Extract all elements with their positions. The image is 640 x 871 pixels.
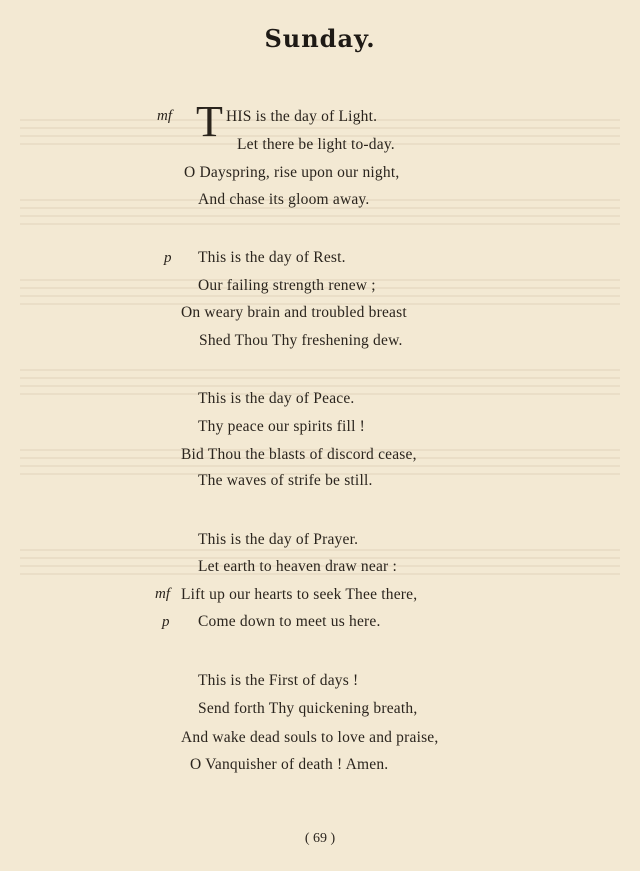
verse3-line2: Thy peace our spirits fill ! bbox=[198, 418, 366, 435]
dynamic-mf: mf bbox=[157, 108, 172, 124]
verse2-line3: On weary brain and troubled breast bbox=[181, 304, 407, 321]
drop-cap: T bbox=[196, 97, 223, 146]
verse2-line2: Our failing strength renew ; bbox=[198, 277, 376, 294]
page-title: Sunday. bbox=[264, 24, 376, 53]
dynamic-p-verse4: p bbox=[162, 614, 170, 630]
verse4-line2: Let earth to heaven draw near : bbox=[198, 558, 397, 575]
verse5-line4: O Vanquisher of death ! Amen. bbox=[190, 756, 389, 773]
verse3-line4: The waves of strife be still. bbox=[198, 472, 373, 489]
verse4-line1: This is the day of Prayer. bbox=[198, 531, 359, 548]
page-number: ( 69 ) bbox=[304, 831, 336, 846]
verse1-line3: O Dayspring, rise upon our night, bbox=[184, 164, 400, 181]
verse5-line2: Send forth Thy quickening breath, bbox=[198, 700, 418, 717]
verse3-line1: This is the day of Peace. bbox=[198, 390, 355, 407]
verse5-line3: And wake dead souls to love and praise, bbox=[181, 729, 439, 746]
verse1-line2: Let there be light to-day. bbox=[237, 136, 395, 153]
verse3-line3: Bid Thou the blasts of discord cease, bbox=[181, 446, 417, 463]
dynamic-p: p bbox=[164, 250, 172, 266]
verse2-line1: This is the day of Rest. bbox=[198, 249, 346, 266]
dynamic-mf-verse4: mf bbox=[155, 586, 170, 602]
verse1-line1: HIS is the day of Light. bbox=[226, 108, 378, 125]
verse2-line4: Shed Thou Thy freshening dew. bbox=[199, 332, 403, 349]
verse4-line4: Come down to meet us here. bbox=[198, 613, 381, 630]
verse5-line1: This is the First of days ! bbox=[198, 672, 359, 689]
verse4-line3: Lift up our hearts to seek Thee there, bbox=[181, 586, 418, 603]
verse1-line4: And chase its gloom away. bbox=[198, 191, 370, 208]
